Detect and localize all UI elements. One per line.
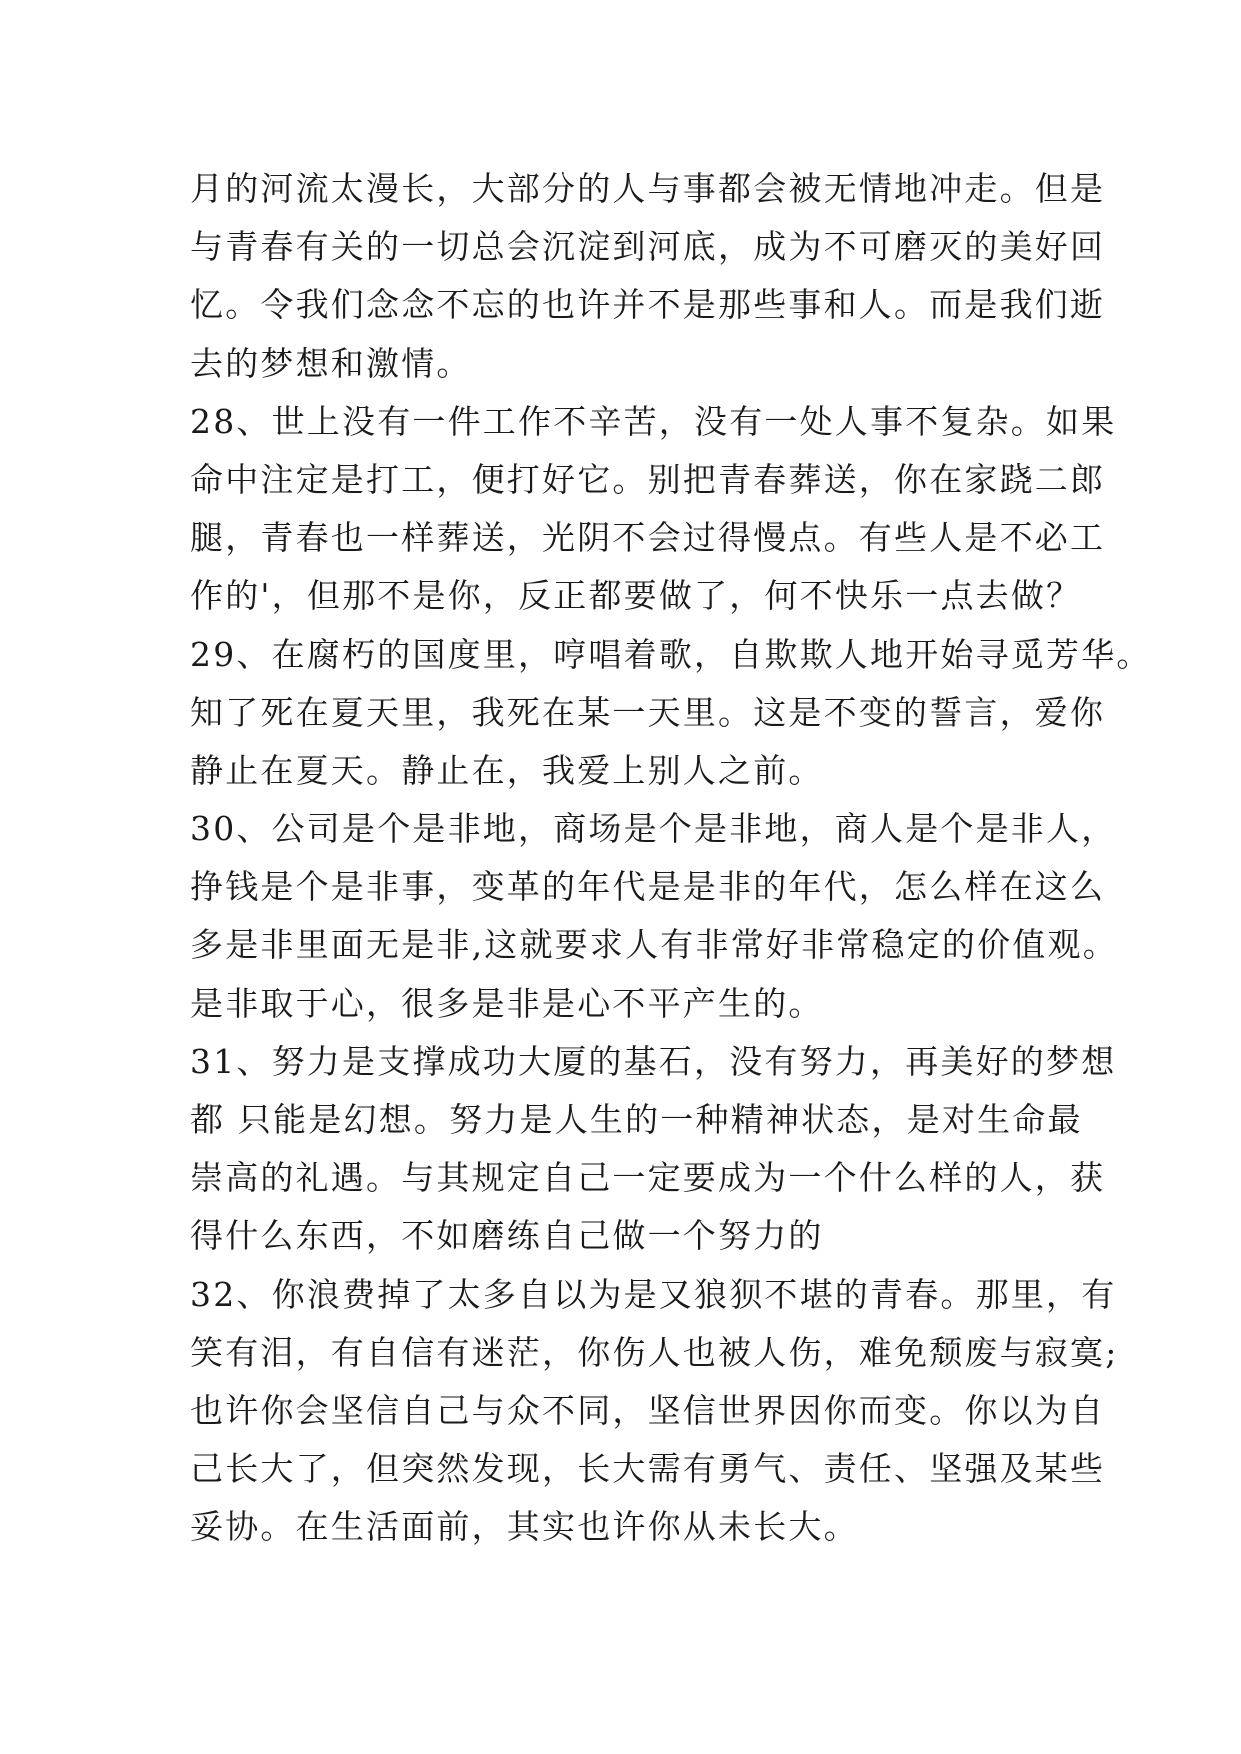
- text-line: 也许你会坚信自己与众不同，坚信世界因你而变。你以为自: [190, 1390, 1106, 1430]
- text-line: 笑有泪，有自信有迷茫，你伤人也被人伤，难免颓废与寂寞;: [190, 1332, 1119, 1372]
- text-line: 28、世上没有一件工作不辛苦，没有一处人事不复杂。如果: [190, 401, 1117, 441]
- body-text: [190, 160, 1152, 1557]
- text-line: 32、你浪费掉了太多自以为是又狼狈不堪的青春。那里，有: [190, 1274, 1117, 1314]
- text-line: 月的河流太漫长，大部分的人与事都会被无情地冲走。但是: [190, 169, 1106, 208]
- text-line: 作的'，但那不是你，反正都要做了，何不快乐一点去做？: [190, 576, 1082, 616]
- text-line: 31、努力是支撑成功大厦的基石，没有努力，再美好的梦想: [190, 1041, 1117, 1081]
- text-line: 去的梦想和激情。: [190, 343, 472, 383]
- text-line: 得什么东西，不如磨练自己做一个努力的: [190, 1216, 824, 1256]
- text-line: 命中注定是打工，便打好它。别把青春葬送，你在家跷二郎: [190, 459, 1106, 499]
- text-line: 与青春有关的一切总会沉淀到河底，成为不可磨灭的美好回: [190, 227, 1106, 267]
- text-line: 挣钱是个是非事，变革的年代是是非的年代，怎么样在这么: [190, 867, 1106, 907]
- text-line: 知了死在夏天里，我死在某一天里。这是不变的誓言，爱你: [190, 692, 1106, 732]
- text-line: 29、在腐朽的国度里，哼唱着歌，自欺欺人地开始寻觅芳华。: [190, 634, 1152, 674]
- text-line: 都 只能是幻想。努力是人生的一种精神状态，是对生命最: [190, 1100, 1083, 1139]
- text-line: 己长大了，但突然发现，长大需有勇气、责任、坚强及某些: [190, 1449, 1106, 1489]
- text-line: 30、公司是个是非地，商场是个是非地，商人是个是非人，: [190, 809, 1117, 849]
- text-line: 是非取于心，很多是非是心不平产生的。: [190, 983, 824, 1023]
- text-line: 妥协。在生活面前，其实也许你从未长大。: [190, 1507, 859, 1547]
- text-line: 多是非里面无是非,这就要求人有非常好非常稳定的价值观。: [190, 925, 1118, 965]
- text-line: 腿，青春也一样葬送，光阴不会过得慢点。有些人是不必工: [190, 518, 1106, 558]
- text-line: 忆。令我们念念不忘的也许并不是那些事和人。而是我们逝: [190, 285, 1106, 325]
- text-line: 崇高的礼遇。与其规定自己一定要成为一个什么样的人，获: [190, 1158, 1106, 1198]
- text-line: 静止在夏天。静止在，我爱上别人之前。: [190, 750, 824, 790]
